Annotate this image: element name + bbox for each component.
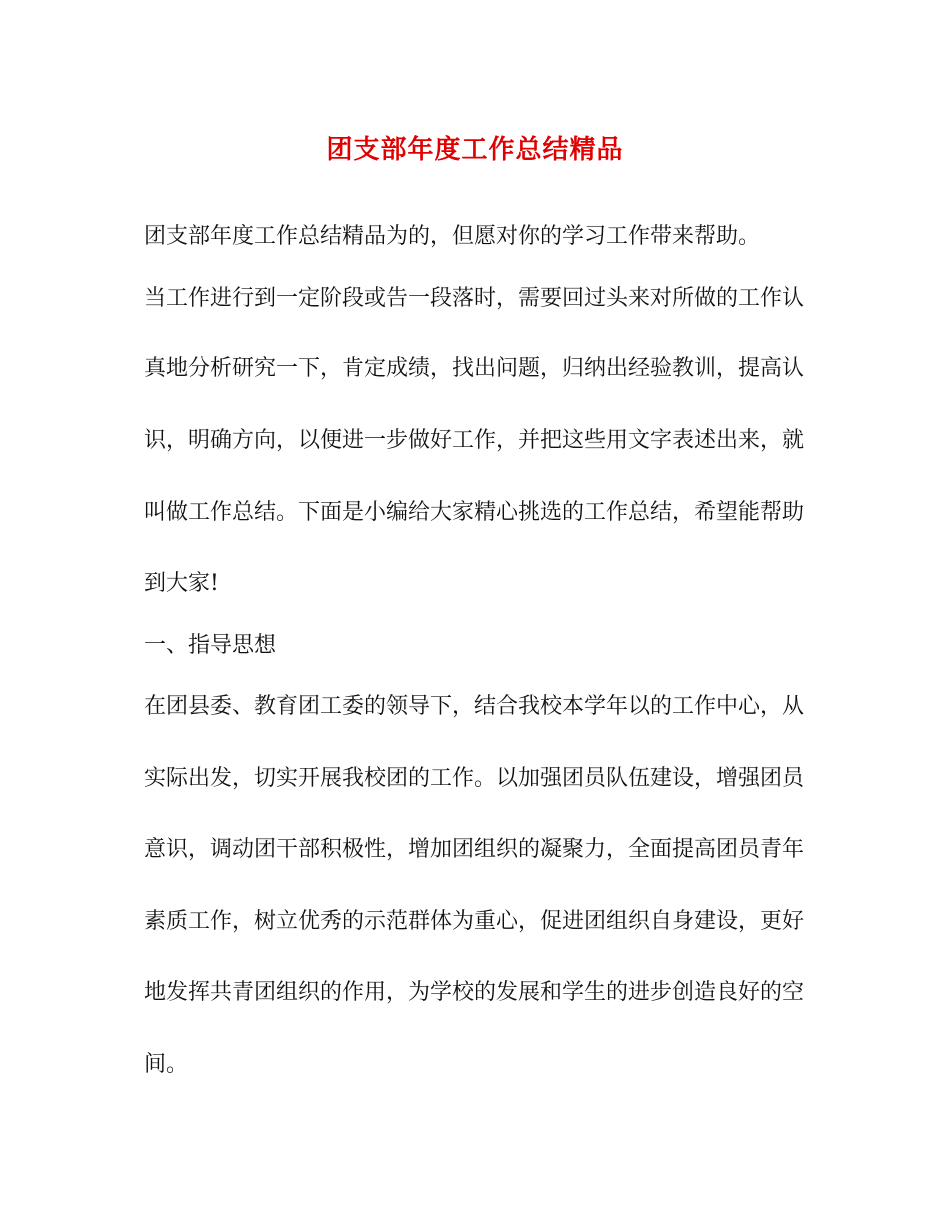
paragraph-line: 地发挥共青团组织的作用，为学校的发展和学生的进步创造良好的空 (144, 980, 805, 1005)
paragraph-line: 真地分析研究一下，肯定成绩，找出问题，归纳出经验教训，提高认 (144, 356, 805, 381)
paragraph-line: 当工作进行到一定阶段或告一段落时，需要回过头来对所做的工作认 (144, 286, 805, 311)
document-title: 团支部年度工作总结精品 (326, 135, 624, 165)
paragraph-line: 素质工作，树立优秀的示范群体为重心，促进团组织自身建设，更好 (144, 909, 805, 934)
paragraph-line: 实际出发，切实开展我校团的工作。以加强团员队伍建设，增强团员 (144, 766, 805, 791)
paragraph-line: 在团县委、教育团工委的领导下，结合我校本学年以的工作中心，从 (144, 694, 805, 719)
paragraph-line: 叫做工作总结。下面是小编给大家精心挑选的工作总结，希望能帮助 (144, 500, 805, 525)
section-heading: 一、指导思想 (144, 633, 277, 658)
paragraph-line: 到大家! (144, 571, 219, 596)
paragraph-line: 识，明确方向，以便进一步做好工作，并把这些用文字表述出来，就 (144, 428, 805, 453)
paragraph-line: 意识，调动团干部积极性，增加团组织的凝聚力，全面提高团员青年 (144, 837, 805, 862)
intro-line: 团支部年度工作总结精品为的，但愿对你的学习工作带来帮助。 (144, 224, 761, 249)
paragraph-line: 间。 (144, 1052, 189, 1077)
